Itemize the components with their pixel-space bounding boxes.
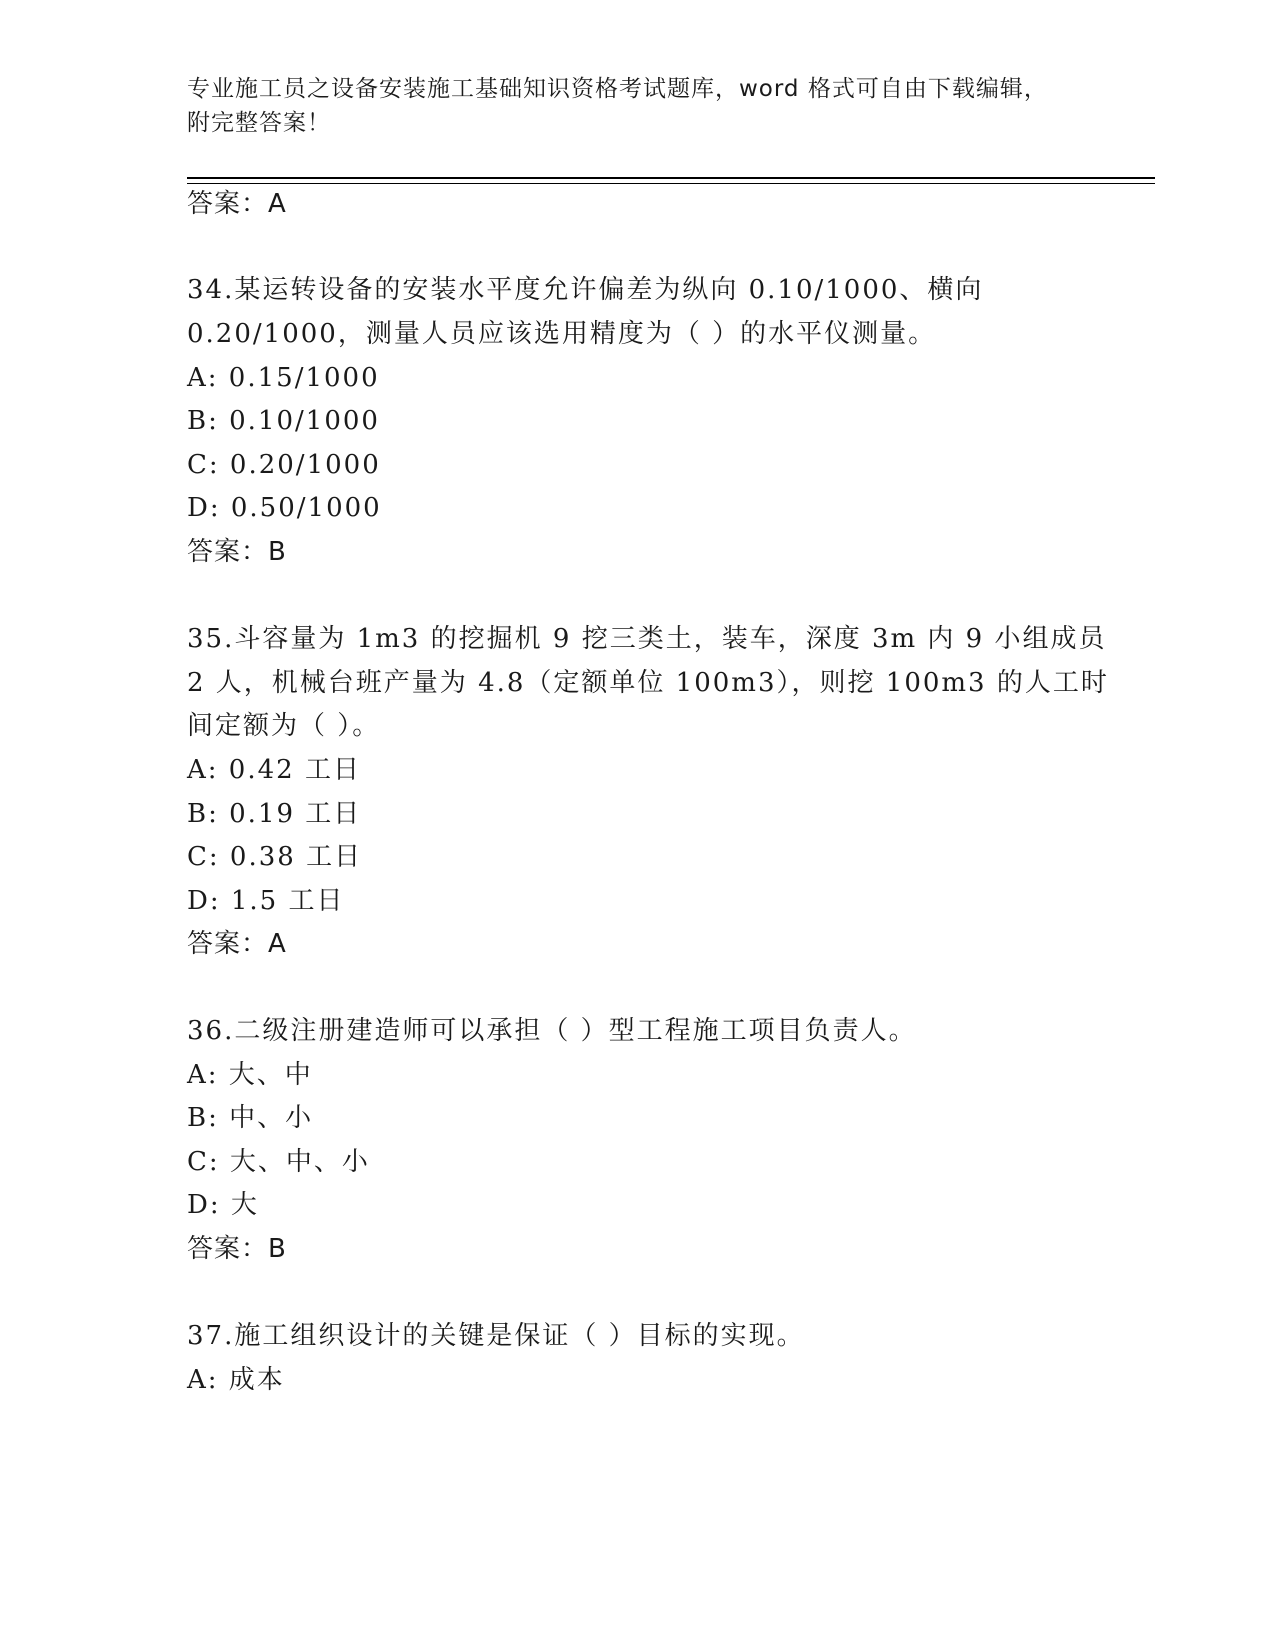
question-36-option-c: C: 大、中、小 bbox=[187, 1147, 370, 1177]
question-35-stem-line-1: 35.斗容量为 1m3 的挖掘机 9 挖三类土，装车，深度 3m 内 9 小组成员 bbox=[187, 624, 1107, 654]
question-35-option-c: C: 0.38 工日 bbox=[187, 842, 363, 872]
question-37-option-a: A: 成本 bbox=[187, 1365, 285, 1395]
question-34-option-a: A: 0.15/1000 bbox=[187, 363, 380, 393]
question-36-stem-line-1: 36.二级注册建造师可以承担（ ）型工程施工项目负责人。 bbox=[187, 1016, 917, 1046]
question-35-answer: 答案：A bbox=[187, 929, 287, 959]
question-34-option-d: D: 0.50/1000 bbox=[187, 493, 382, 523]
question-34-option-c: C: 0.20/1000 bbox=[187, 450, 381, 480]
question-34-stem-line-1: 34.某运转设备的安装水平度允许偏差为纵向 0.10/1000、横向 bbox=[187, 275, 984, 305]
header-divider-thick bbox=[187, 177, 1155, 179]
header-line-1: 专业施工员之设备安装施工基础知识资格考试题库，word 格式可自由下载编辑， bbox=[187, 76, 1048, 102]
question-34-answer: 答案：B bbox=[187, 537, 287, 567]
question-35-stem-line-3: 间定额为（ ）。 bbox=[187, 711, 381, 741]
header-divider-thin bbox=[187, 183, 1155, 184]
answer-line: 答案：A bbox=[187, 189, 287, 219]
document-header bbox=[187, 72, 1087, 140]
question-35-option-b: B: 0.19 工日 bbox=[187, 799, 362, 829]
question-36-option-b: B: 中、小 bbox=[187, 1103, 314, 1133]
question-37-stem-line-1: 37.施工组织设计的关键是保证（ ）目标的实现。 bbox=[187, 1321, 805, 1351]
question-35-stem-line-2: 2 人，机械台班产量为 4.8（定额单位 100m3），则挖 100m3 的人工时 bbox=[187, 668, 1109, 698]
question-36-option-a: A: 大、中 bbox=[187, 1060, 313, 1090]
question-34-option-b: B: 0.10/1000 bbox=[187, 406, 380, 436]
question-35-option-a: A: 0.42 工日 bbox=[187, 755, 361, 785]
question-35-option-d: D: 1.5 工日 bbox=[187, 886, 345, 916]
question-34-stem-line-2: 0.20/1000，测量人员应该选用精度为（ ）的水平仪测量。 bbox=[187, 319, 937, 349]
question-36-answer: 答案：B bbox=[187, 1234, 287, 1264]
header-line-2: 附完整答案！ bbox=[187, 110, 331, 136]
question-36-option-d: D: 大 bbox=[187, 1190, 259, 1220]
